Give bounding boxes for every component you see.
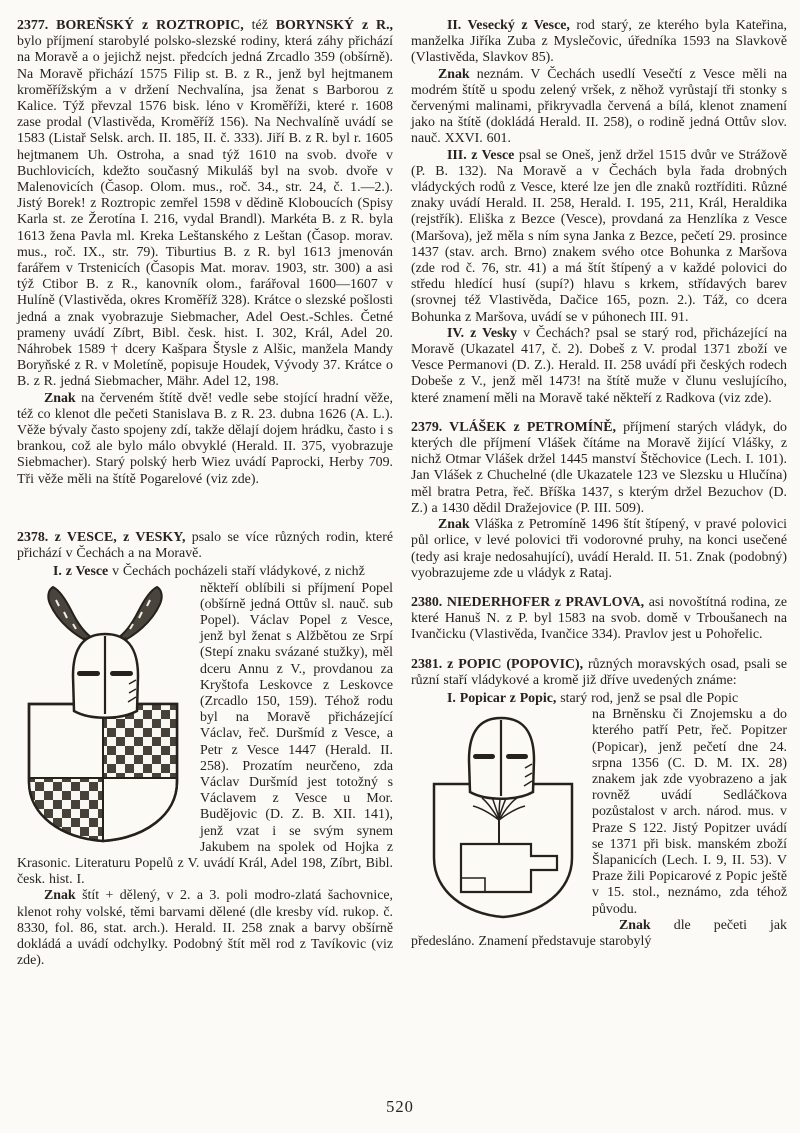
text-run: na červeném štítě dvě! vedle sebe stojící hradní věže, též co klenot dle pečeti Stanislava B. z R. 23. dubna 1626 (A. L.). Věže bývaly často spojeny zdí, takže dělají dojem hrádku, často i s brankou, což ale bylo málo obvyklé (Herald. II. 375, vyobrazuje Siebmacher). Starý polský herb Wiez uvádí Paprocki, Herby 709. Tři věže měli na štítě Pogarelové (viz zde). bbox=[17, 390, 393, 487]
text-run: různých moravských osad, psali se různí staří vládykové a kromě již dříve uvedených známe: bbox=[411, 656, 787, 688]
bold-text-run: BORYNSKÝ z R., bbox=[275, 18, 394, 33]
bold-text-run: 2381. z POPIC (POPOVIC), bbox=[411, 656, 584, 672]
text-run: v Čechách? psal se starý rod, přicházející na Moravě (Ukazatel 417, č. 2). Dobeš z V. prodal 1371 zboží ve Vesce Permanovi (D. Z.). Herald. II. 258 uvádí při českých rodech Dobeše z V., jenž měl 1473! na štítě muže v člunu veslujícího, které znamení měli na Moravě také někteří z Radkova (viz zde). bbox=[411, 325, 787, 406]
paragraph bbox=[411, 326, 787, 407]
bold-text-run: 2377. BOREŇSKÝ z ROZTROPIC, bbox=[17, 18, 244, 33]
coat-of-arms-vesce-drawing bbox=[17, 584, 189, 846]
text-run: rod starý, ze kterého byla Kateřina, manželka Jiříka Zuba z Myslečovic, úředníka 1593 na Slavkově (Vlastivěda, Slavkov 85). bbox=[411, 18, 787, 66]
bold-text-run: Znak bbox=[619, 917, 651, 933]
bold-text-run: I. z Vesce bbox=[53, 564, 109, 580]
paragraph bbox=[17, 564, 393, 888]
text-run: štít + dělený, v 2. a 3. poli modro-zlatá šachovnice, klenot rohy volské, těmi barvami dělené (dle kresby víd. rukop. č. 8330, fol. 86, stat. arch.). Herald. II. 258 znak a barvy obšírně dokládá a uvádí odchylky. Podobný štít měl rod z Tavíkovic (viz zde). bbox=[17, 888, 393, 969]
text-run: dle pečeti jak předesláno. Znamení představuje starobylý bbox=[411, 917, 787, 949]
column-right bbox=[411, 18, 787, 969]
bold-text-run: IV. z Vesky bbox=[447, 325, 518, 341]
paragraph bbox=[411, 595, 787, 644]
coat-of-arms-popic-illustration bbox=[427, 710, 579, 928]
paragraph bbox=[411, 517, 787, 582]
text-run: též bbox=[243, 18, 276, 33]
bold-text-run: Znak bbox=[438, 66, 470, 82]
bold-text-run: Znak bbox=[44, 888, 76, 904]
coat-of-arms-vesce-illustration bbox=[17, 584, 189, 846]
paragraph bbox=[411, 18, 787, 67]
paragraph bbox=[17, 18, 393, 391]
bold-text-run: 2378. z VESCE, z VESKY, bbox=[17, 529, 186, 545]
text-run: neznám. V Čechách usedlí Vesečtí z Vesce měli na modrém štítě u spodu zelený vršek, z něhož vyrůstají tři stonky s červenými malinami, přikryvadla červená a bílá, klenot znamení jako na štítě (dokládá Herald. II. 258), o rodině jedná Ottův slov. nauč. XXVI. 601. bbox=[411, 66, 787, 147]
bold-text-run: II. Vesecký z Vesce, bbox=[447, 18, 570, 33]
text-run: příjmení starých vládyk, do kterých dle příjmení Vlášek čítáme na Moravě žijící Vlášky, z nichž Otmar Vlášek držel 1445 manství Štěchovice (Lech. I. 101). Jan Vlášek z Chuchelné (dle Ukazatele 123 ve Slezsku u Hlučína) měl bratra Petra, řeč. Bříška 1437, s kterým držel Bezuchov (D. Z.) a 1430 dědil Dražejovice (P. III. 509). bbox=[411, 419, 787, 516]
column-left bbox=[17, 18, 393, 969]
text-run: bylo příjmení starobylé polsko-slezské rodiny, která záhy přichází na Moravě a o jejichž nejst. předcích jedná Zrcadlo 359 (obšírně). Na Moravě přichází 1575 Filip st. B. z R., jenž byl hejtmanem kroměřížským a v držení Nechvalína, jsa ženat s Barborou z Kalice. Týž převzal 1576 bisk. léno v Kroměříži, které r. 1608 zase prodal (Vlastivěda, Kroměříž 156). Na Nechvalíně uvádí se 1583 (Listař Selsk. arch. II. 185, II. č. 333). Jiří B. z R. byl r. 1605 hejtmanem Uh. Ostroha, a snad týž 1610 na svob. dvoře v Buchlovicích, kdežto současný Mikuláš byl na svob. dvoře v Malenovicích (Časop. Olom. mus., roč. 34., str. 24, č. 1.—2.). Jistý Borek! z Roztropic zemřel 1598 v dědině Kloboucích (Spisy Karla st. ze Žerotína I. 216, vydal Brandl). Markéta B. z R. byla 1613 žena Pavla ml. Kreka Leštanského z Leštan (Časop. morav. mus., roč. IX., str. 79). Tiburtius B. z R. byl 1613 jmenován farářem v Trstenicích (Časopis Mat. morav. 1903, str. 300) a asi týž Ctibor B. z R., kanovník olom., farářoval 1600—1607 v Hulíně (Vlastivěda, okres Kroměříž 328). Krátce o slezské pošlosti jedná a znak vyobrazuje Siebmacher, Adel Oest.-Schles. Četné prameny uvádí Zíbrt, Bibl. česk. hist. I. 302, Král, Adel 20. Náhrobek 1589 † dcery Kašpara Štysle z Alšic, manžela Mandy Boryňské z R. v Moletíně, popisuje Houdek, Vývody 37. Krátce o B. z R. jedná Siebmacher, Mähr. Adel 12, 198. bbox=[17, 34, 393, 390]
paragraph bbox=[411, 691, 787, 918]
figure-flow bbox=[17, 564, 393, 969]
bold-text-run: 2379. VLÁŠEK z PETROMÍNĚ, bbox=[411, 419, 616, 435]
text-run: starý rod, jenž se psal dle Popic bbox=[556, 690, 739, 706]
paragraph bbox=[411, 420, 787, 517]
text-run: někteří oblíbili si příjmení Popel (obšírně jedná Ottův sl. nauč. sub Popel). Václav Popel z Vesce, jenž byl ženat s Alžbětou ze Srpí (Stepí znaku svázané stužky), měl dceru Annu z V., provdanou za Kryštofa Leskovce z Leskovce (Zrcadlo 150, 159). Téhož rodu byl na Moravě přicházející Václav, řeč. Duršmíd z Vesce, a Petr z Vesce 1447 (Herald. II. 258). Prozatím neurčeno, zda Václav Duršmíd jest totožný s Václavem z Vesce u Mor. Budějovic (D. Z. B. XII. 141), jenž vzat i se svým synem Jakubem na spolek od Hojka z Krasonic. Literaturu Popelů z V. uvádí Král, Adel 198, Zíbrt, Bibl. česk. hist. I. bbox=[17, 580, 393, 888]
bold-text-run: Znak bbox=[438, 517, 470, 533]
paragraph bbox=[411, 67, 787, 148]
coat-of-arms-popic-drawing bbox=[427, 710, 579, 928]
paragraph bbox=[411, 148, 787, 326]
paragraph bbox=[411, 657, 787, 689]
text-run: v Čechách pocházeli staří vládykové, z nichž bbox=[108, 564, 365, 580]
text-run: asi novoštítná rodina, ze které Hanuš N. z P. byl 1583 na svob. domě v Trboušanech na Ivančicku (Vlastivěda, Ivančice 334). Pravlov jest u Pohořelic. bbox=[411, 594, 787, 643]
paragraph bbox=[17, 888, 393, 969]
bold-text-run: 2380. NIEDERHOFER z PRAVLOVA, bbox=[411, 594, 645, 610]
page-number: 520 bbox=[386, 1097, 414, 1116]
paragraph bbox=[17, 530, 393, 562]
bold-text-run: Znak bbox=[44, 390, 76, 406]
bold-text-run: III. z Vesce bbox=[447, 147, 515, 163]
text-run: Vláška z Petromíně 1496 štít štípený, v pravé polovici půl orlice, v levé polovici tři vodorovné pruhy, na konci usečené (tedy asi kraje nedosahující), uvádí Herald. II. 51. Znak (podobný) vyobrazujeme zde u vládyk z Rataj. bbox=[411, 517, 787, 581]
text-run: psal se Oneš, jenž držel 1515 dvůr ve Strážově (P. B. 132). Na Moravě a v Čechách byla řada drobných vládyckých rodů z Vesce, které lze jen dle znaků roztříditi. Různé znaky uvádí Herald. II. 258, Herald. I. 195, 211, Král, Heraldika (rejstřík). Eliška z Bezce (Vesce), provdaná za Henzlíka z Vesce (Maršova), jež měla s ním syna Janka z Bezce, pečetí 29. prosince 1437 (stav. arch. Brno) znakem svého otce Bohunka z Maršova (zde rod č. 76, str. 41) a má štít štípený a v každé polovici do středu hledící husí (supí?) hlavu s krkem, střídavých barev (srovnej též Vlastivěda, Dačice 165, pozn. 2.). Táž, co dcera Bohunka z Maršova, uvádí se v púhonech III. 91. bbox=[411, 147, 787, 325]
bold-text-run: I. Popicar z Popic, bbox=[447, 690, 557, 706]
text-run: na Brněnsku či Znojemsku a do kterého patří Petr, řeč. Popitzer (Popicar), jenž pečetí dne 24. srpna 1356 (C. D. M. IX. 28) znakem jak zde vyobrazeno a jak rovněž uvádí Sedláčkova pozůstalost v arch. národ. mus. v Praze S 122. Jistý Popitzer uvádí se 1371 při bisk. manském zboží Šlapanicích (Lech. I. 9, II. 53). V Praze žili Popicarové z Popic ještě v 15. stol., neznámo, zda téhož původu. bbox=[592, 707, 787, 917]
figure-flow bbox=[411, 691, 787, 950]
text-run: psalo se více různých rodin, které přichází v Čechách a na Moravě. bbox=[17, 529, 394, 562]
paragraph bbox=[17, 391, 393, 488]
